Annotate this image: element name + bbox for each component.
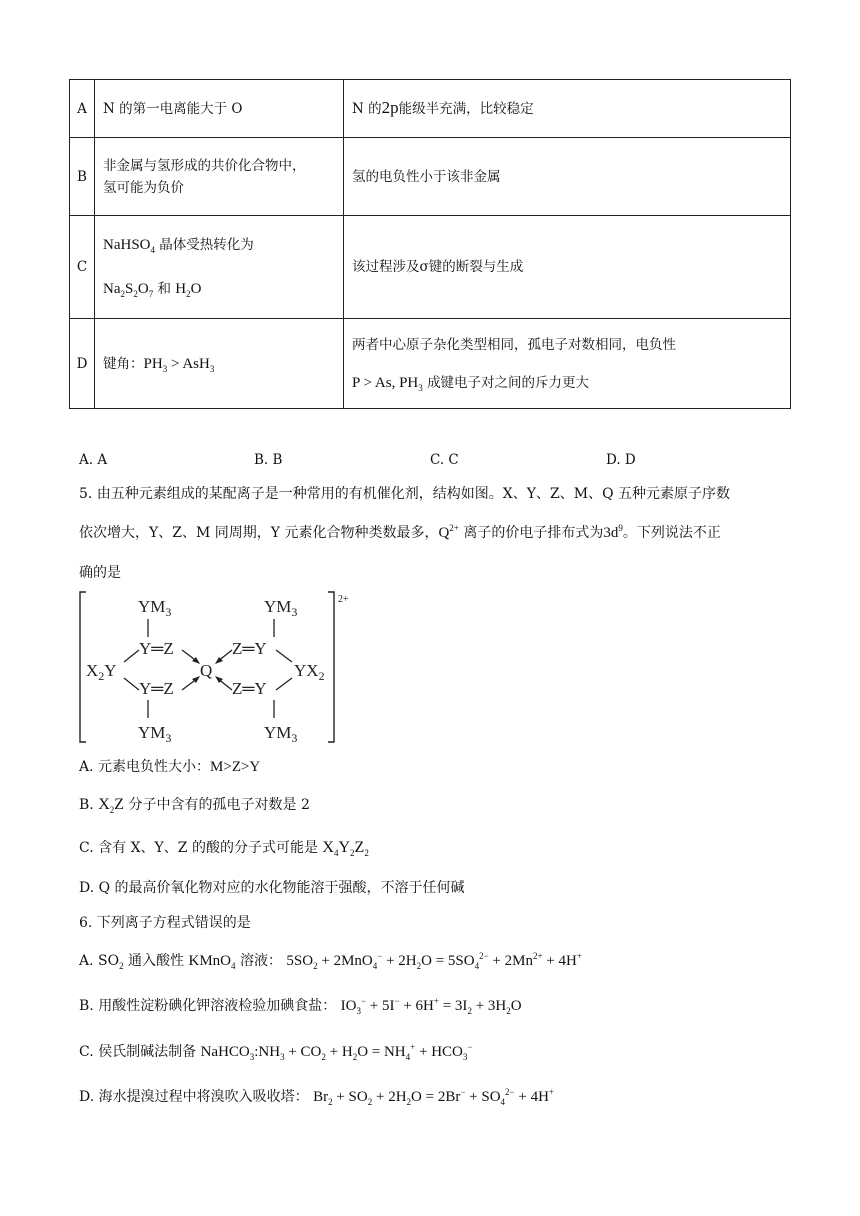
bottom-right-group: $YM_3$ (264, 723, 298, 745)
q6-option-d[interactable]: D. 海水提溴过程中将溴吹入吸收塔： $Br_2 + SO_2 + 2H_2O = 2Br^- + SO_4^{2-} + 4H^+$ (79, 1087, 554, 1107)
option-c[interactable]: C. C (430, 452, 459, 468)
lower-right-bond: Z═Y (232, 679, 267, 698)
left-group: $X_2Y$ (86, 661, 117, 683)
charge-label: 2+ (338, 594, 349, 605)
answer-table (69, 79, 791, 409)
complex-ion-structure (76, 588, 366, 746)
q5-stem-line2: 依次增大，Y、Z、M 同周期，Y 元素化合物种类数最多，$Q^{2+}$ 离子的价电子排布式为$3d^9$。下列说法不正 (79, 523, 721, 541)
q5-option-c[interactable]: C. 含有 X、Y、Z 的酸的分子式可能是 $X_4Y_2Z_2$ (79, 839, 369, 859)
row-reason: 两者中心原子杂化类型相同，孤电子对数相同，电负性 P > As, $PH_3$ 成键电子对之间的斥力更大 (344, 319, 791, 409)
top-left-group: $YM_3$ (138, 597, 172, 619)
table-row (70, 216, 791, 319)
option-b[interactable]: B. B (254, 452, 283, 468)
q5-option-b[interactable]: B. $X_2Z$ 分子中含有的孤电子对数是 2 (79, 796, 310, 816)
bottom-left-group: $YM_3$ (138, 723, 172, 745)
upper-right-bond: Z═Y (232, 639, 267, 658)
center-atom: Q (200, 661, 213, 680)
row-reason: N 的2p能级半充满，比较稳定 (344, 80, 791, 138)
lower-left-bond: Y═Z (139, 679, 174, 698)
q6-option-c[interactable]: C. 侯氏制碱法制备 $NaHCO_3:NH_3 + CO_2 + H_2O = NH_4^+ + HCO_3^-$ (79, 1042, 473, 1062)
row-reason: 该过程涉及σ键的断裂与生成 (344, 216, 791, 319)
q4-options (79, 452, 779, 472)
row-statement: 非金属与氢形成的共价化合物中， 氢可能为负价 (95, 138, 344, 216)
right-group: $YX_2$ (294, 661, 325, 683)
right-bracket (328, 592, 334, 742)
option-a[interactable]: A. A (79, 452, 108, 468)
table-row (70, 319, 791, 409)
row-statement: N 的第一电离能大于 O (95, 80, 344, 138)
row-key: D (70, 319, 95, 409)
row-key: A (70, 80, 95, 138)
row-key: C (70, 216, 95, 319)
top-right-group: $YM_3$ (264, 597, 298, 619)
upper-left-bond: Y═Z (139, 639, 174, 658)
q5-option-d[interactable]: D. Q 的最高价氧化物对应的水化物能溶于强酸，不溶于任何碱 (79, 880, 465, 896)
table-row (70, 138, 791, 216)
row-statement: 键角：$PH_3 > AsH_3$ (95, 319, 344, 409)
q6-stem: 6. 下列离子方程式错误的是 (79, 915, 251, 931)
q6-option-b[interactable]: B. 用酸性淀粉碘化钾溶液检验加碘食盐： $IO_3^- + 5I^- + 6H^+ = 3I_2 + 3H_2O$ (79, 996, 522, 1016)
row-reason: 氢的电负性小于该非金属 (344, 138, 791, 216)
option-d[interactable]: D. D (606, 452, 636, 468)
q6-option-a[interactable]: A. $SO_2$ 通入酸性 KMnO$_4$ 溶液： $5SO_2 + 2MnO_4^- + 2H_2O = 5SO_4^{2-} + 2Mn^{2+} + 4H^+$ (79, 951, 582, 971)
q5-stem-line3: 确的是 (79, 565, 121, 581)
q5-option-a[interactable]: A. 元素电负性大小：M>Z>Y (79, 759, 261, 775)
row-key: B (70, 138, 95, 216)
table-row (70, 80, 791, 138)
q5-stem-line1: 5. 由五种元素组成的某配离子是一种常用的有机催化剂，结构如图。X、Y、Z、M、Q 五种元素原子序数 (79, 486, 731, 502)
row-statement: NaHSO$_4$ 晶体受热转化为 $Na_2S_2O_7$ 和 $H_2O$ (95, 216, 344, 319)
